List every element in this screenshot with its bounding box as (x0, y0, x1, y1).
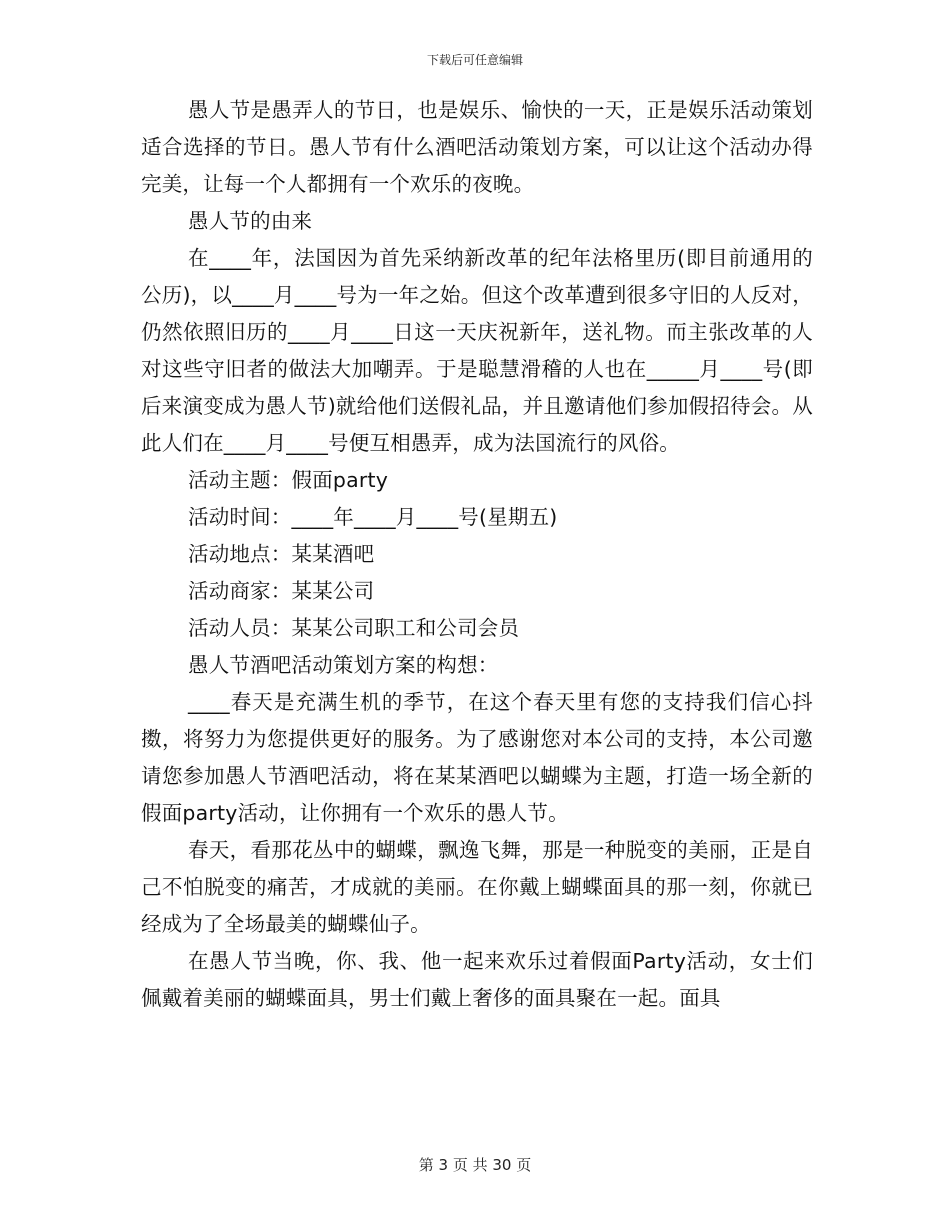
activity-participants: 活动人员：某某公司职工和公司会员 (188, 616, 520, 640)
activity-time: 活动时间：____年____月____号(星期五) (188, 505, 558, 529)
activity-merchant: 活动商家：某某公司 (188, 579, 375, 603)
evening-paragraph: 在愚人节当晚，你、我、他一起来欢乐过着假面Party活动，女士们佩戴着美丽的蝴蝶面具，男士们戴上奢侈的面具聚在一起。面具 (141, 949, 813, 1010)
activity-theme: 活动主题：假面party (188, 468, 389, 492)
activity-location: 活动地点：某某酒吧 (188, 542, 375, 566)
page-header: 下载后可任意编辑 (426, 53, 523, 67)
concept-paragraph: ____春天是充满生机的季节，在这个春天里有您的支持我们信心抖擞，将努力为您提供更好的服务。为了感谢您对本公司的支持，本公司邀请您参加愚人节酒吧活动，将在某某酒吧以蝴蝶为主题，打造一场全新的假面party活动，让你拥有一个欢乐的愚人节。 (141, 690, 813, 825)
document-body (141, 92, 813, 1017)
section-heading-concept: 愚人节酒吧活动策划方案的构想： (188, 653, 499, 677)
spring-paragraph: 春天，看那花丛中的蝴蝶，飘逸飞舞，那是一种脱变的美丽，正是自己不怕脱变的痛苦，才成就的美丽。在你戴上蝴蝶面具的那一刻，你就已经成为了全场最美的蝴蝶仙子。 (141, 838, 813, 936)
page-footer: 第 3 页 共 30 页 (418, 1156, 532, 1174)
section-heading-origin: 愚人节的由来 (188, 209, 313, 233)
intro-paragraph: 愚人节是愚弄人的节日，也是娱乐、愉快的一天，正是娱乐活动策划适合选择的节日。愚人节有什么酒吧活动策划方案，可以让这个活动办得完美，让每一个人都拥有一个欢乐的夜晚。 (141, 98, 813, 196)
origin-paragraph: 在____年，法国因为首先采纳新改革的纪年法格里历(即目前通用的公历)，以____月____号为一年之始。但这个改革遭到很多守旧的人反对，仍然依照旧历的____月____日这一天庆祝新年，送礼物。而主张改革的人对这些守旧者的做法大加嘲弄。于是聪慧滑稽的人也在_____月____号(即后来演变成为愚人节)就给他们送假礼品，并且邀请他们参加假招待会。从此人们在____月____号便互相愚弄，成为法国流行的风俗。 (141, 246, 813, 455)
